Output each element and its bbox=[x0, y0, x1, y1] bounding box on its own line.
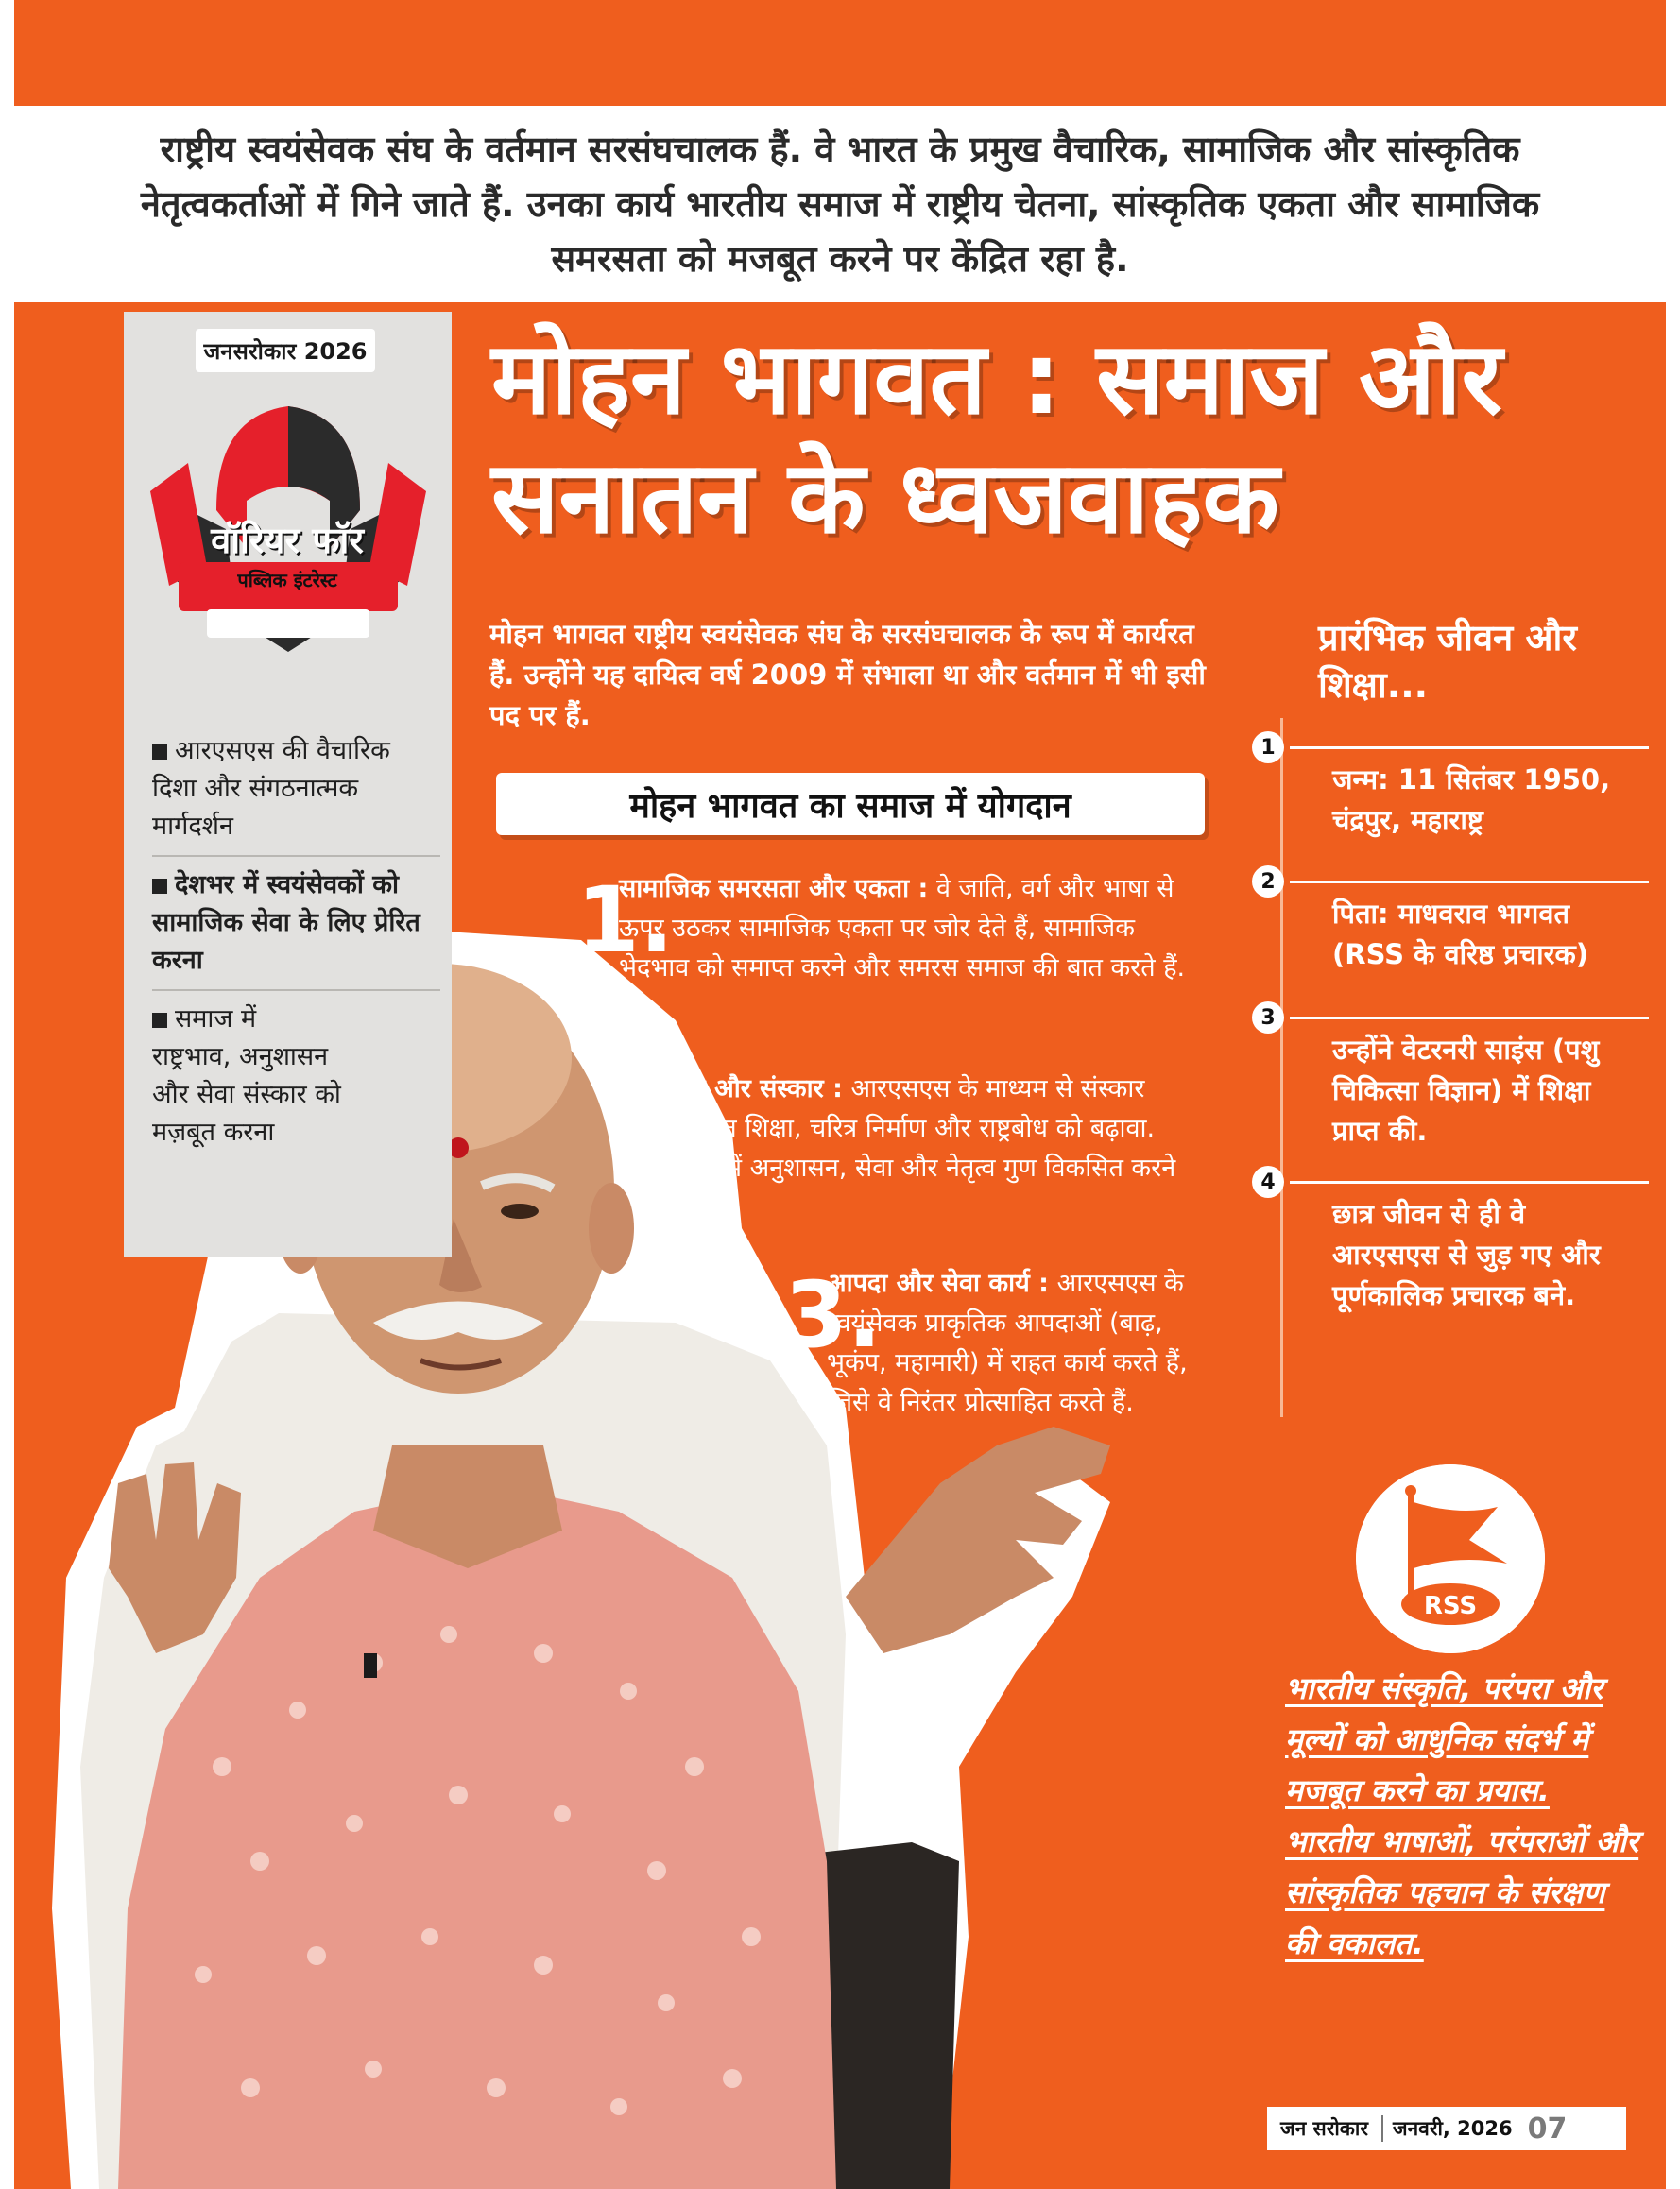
timeline-text: जन्म: 11 सितंबर 1950, चंद्रपुर, महाराष्ट्र bbox=[1332, 763, 1611, 836]
sidebar-item-text: समाज में राष्ट्रभाव, अनुशासन और सेवा संस्कार को मज़बूत करना bbox=[152, 1004, 341, 1147]
footer-page-number: 07 bbox=[1527, 2112, 1568, 2146]
timeline-number: 2 bbox=[1252, 865, 1284, 898]
contribution-point bbox=[614, 1068, 1205, 1228]
timeline-text: पिता: माधवराव भागवत (RSS के वरिष्ठ प्रचारक) bbox=[1332, 898, 1589, 970]
point-title: आपदा और सेवा कार्य : bbox=[827, 1269, 1049, 1298]
point-text: आरएसएस के स्वयंसेवक प्राकृतिक आपदाओं (बाढ़, भूकंप, महामारी) में राहत कार्य करते हैं, जिसे वे निरंतर प्रोत्साहित करते हैं. bbox=[827, 1269, 1188, 1417]
sidebar-item bbox=[152, 723, 440, 857]
timeline-divider bbox=[1290, 746, 1649, 749]
footer-date: जनवरी, 2026 bbox=[1392, 2117, 1513, 2140]
lead-paragraph: मोहन भागवत राष्ट्रीय स्वयंसेवक संघ के सरसंघचालक के रूप में कार्यरत हैं. उन्होंने यह दायित्व वर्ष 2009 में संभाला था और वर्तमान में भी इसी पद पर हैं. bbox=[489, 618, 1206, 731]
footer-publication: जन सरोकार bbox=[1267, 2115, 1383, 2142]
point-number: 3. bbox=[784, 1262, 883, 1368]
logo-text-public-interest: पब्लिक इंटरेस्ट bbox=[237, 569, 337, 591]
timeline-divider bbox=[1290, 881, 1649, 883]
timeline-text: छात्र जीवन से ही वे आरएसएस से जुड़ गए और पूर्णकालिक प्रचारक बने. bbox=[1332, 1198, 1601, 1311]
point-number: 1. bbox=[576, 867, 675, 973]
sidebar-item bbox=[152, 857, 440, 991]
timeline-number: 4 bbox=[1252, 1166, 1284, 1198]
top-banner-strip bbox=[14, 0, 1666, 106]
timeline-text: उन्होंने वेटरनरी साइंस (पशु चिकित्सा विज्ञान) में शिक्षा प्राप्त की. bbox=[1332, 1034, 1600, 1147]
brand-tag: जनसरोकार 2026 bbox=[196, 329, 375, 372]
bullet-square-icon bbox=[152, 1013, 167, 1028]
page-headline: मोहन भागवत : समाज और सनातन के ध्वजवाहक bbox=[491, 320, 1502, 556]
sidebar-item-text: देशभर में स्वयंसेवकों को सामाजिक सेवा के लिए प्रेरित करना bbox=[152, 870, 420, 975]
timeline-divider bbox=[1290, 1181, 1649, 1184]
intro-text: राष्ट्रीय स्वयंसेवक संघ के वर्तमान सरसंघचालक हैं. वे भारत के प्रमुख वैचारिक, सामाजिक और सांस्कृतिक नेतृत्वकर्ताओं में गिने जाते हैं. उनका कार्य भारतीय समाज में राष्ट्रीय चेतना, सांस्कृतिक एकता और सामाजिक समरसता को मजबूत करने पर केंद्रित रहा है. bbox=[140, 128, 1540, 280]
contribution-point bbox=[576, 867, 1195, 988]
main-panel bbox=[14, 302, 1666, 2189]
rss-flag-badge bbox=[1356, 1464, 1545, 1653]
rss-badge-label: RSS bbox=[1423, 1592, 1478, 1620]
point-text: वे जाति, वर्ग और भाषा से ऊपर उठकर सामाजिक एकता पर जोर देते हैं, सामाजिक भेदभाव को समाप्त करने और समरस समाज की बात करते हैं. bbox=[619, 874, 1186, 983]
bullet-square-icon bbox=[152, 744, 167, 760]
bullet-square-icon bbox=[152, 879, 167, 894]
point-number: 2. bbox=[614, 1068, 712, 1173]
timeline-number: 3 bbox=[1252, 1001, 1284, 1034]
timeline-line bbox=[1280, 718, 1283, 1417]
point-title: शिक्षा और संस्कार : bbox=[657, 1074, 843, 1103]
sidebar-panel bbox=[124, 312, 452, 1257]
sidebar-item-text: आरएसएस की वैचारिक दिशा और संगठनात्मक मार्गदर्शन bbox=[152, 736, 390, 841]
page-footer bbox=[1267, 2107, 1626, 2150]
contribution-heading: मोहन भागवत का समाज में योगदान bbox=[496, 773, 1205, 835]
timeline-number: 1 bbox=[1252, 731, 1284, 763]
timeline-divider bbox=[1290, 1017, 1649, 1019]
intro-section bbox=[14, 106, 1666, 302]
timeline-title: प्रारंभिक जीवन और शिक्षा... bbox=[1318, 617, 1577, 706]
sidebar-list bbox=[152, 723, 440, 1161]
logo-text-warrior: वॉरियर फॉर bbox=[211, 520, 364, 561]
quote-text: भारतीय संस्कृति, परंपरा और मूल्यों को आधुनिक संदर्भ में मजबूत करने का प्रयास. भारतीय भाषाओं, परंपराओं और सांस्कृतिक पहचान के संरक्षण की वकालत. bbox=[1285, 1670, 1639, 1961]
sidebar-item bbox=[152, 991, 341, 1161]
point-title: सामाजिक समरसता और एकता : bbox=[619, 874, 929, 903]
contribution-point bbox=[784, 1262, 1205, 1423]
point-text: आरएसएस के माध्यम से संस्कार आधारित शिक्षा, चरित्र निर्माण और राष्ट्रबोध को बढ़ावा. युवाओं में अनुशासन, सेवा और नेतृत्व गुण विकसित करने पर बल. bbox=[657, 1074, 1176, 1223]
